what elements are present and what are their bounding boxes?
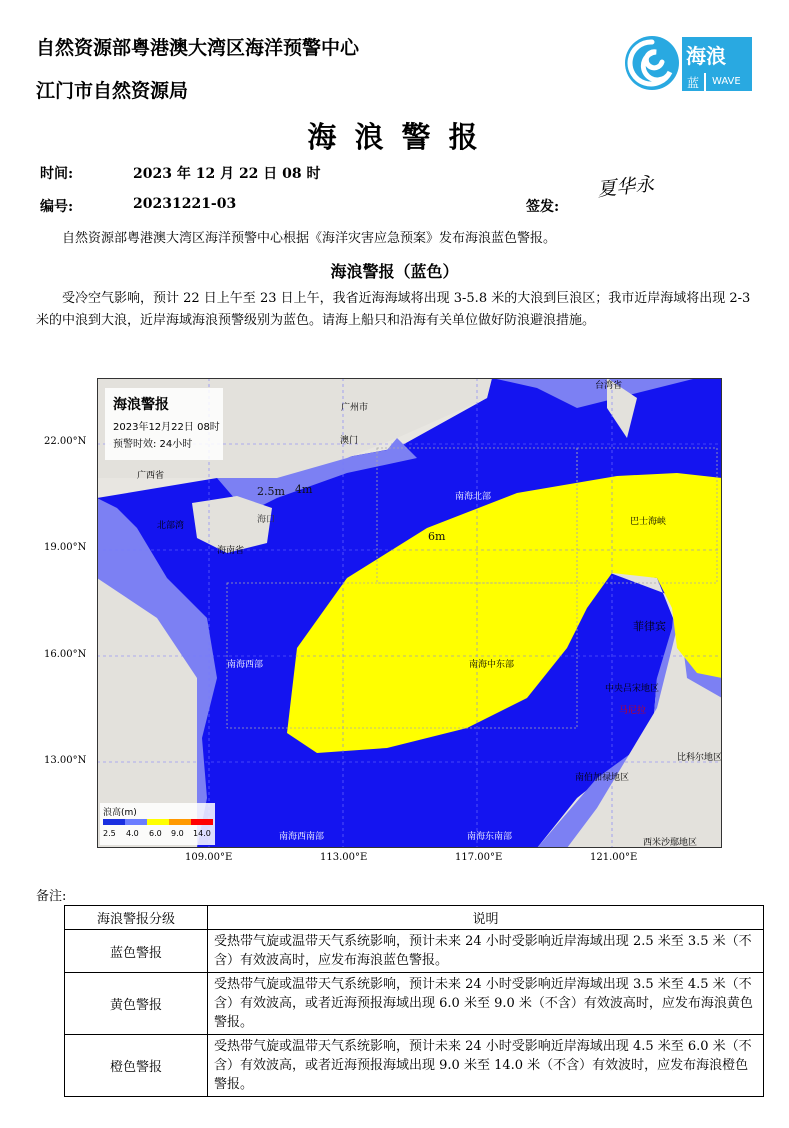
intro-paragraph: 自然资源部粤港澳大湾区海洋预警中心根据《海洋灾害应急预案》发布海浪蓝色警报。	[62, 231, 557, 246]
notes-label: 备注:	[36, 889, 67, 904]
place-nanhai-north: 南海北部	[455, 492, 492, 502]
body-paragraph: 受冷空气影响，预计 22 日上午至 23 日上午，我省近海海域将出现 3-5.8 米的大浪到巨浪区；我市近岸海域将出现 2-3 米的中浪到大浪，近岸海域海浪预警级别为蓝色。请海上船只和沿海有关单位做好防浪避浪措施。	[36, 291, 751, 328]
table-row	[65, 973, 764, 1035]
subtitle: 海浪警报（蓝色）	[330, 262, 459, 281]
table-row	[65, 930, 764, 973]
contour-label-6: 6m	[428, 530, 446, 543]
place-nanhai-southeast: 南海东南部	[467, 832, 513, 842]
map-info-date: 2023年12月22日 08时	[113, 422, 220, 433]
table-row	[65, 1035, 764, 1097]
place-bicol: 比科尔地区	[677, 753, 723, 763]
table-cell-desc: 受热带气旋或温带天气系统影响，预计未来 24 小时受影响近岸海域出现 3.5 米至 4.5 米（不含）有效波高，或者近海预报海域出现 6.0 米至 9.0 米（不含）有效波高时，应发布海浪黄色警报。	[208, 973, 764, 1035]
legend-value-4: 14.0	[193, 829, 211, 838]
lon-label-113: 113.00°E	[320, 852, 368, 863]
lat-label-22: 22.00°N	[44, 436, 87, 447]
table-header-row	[65, 906, 764, 930]
table-header-desc: 说明	[208, 906, 764, 930]
legend-title: 浪高(m)	[103, 808, 137, 818]
legend-value-1: 4.0	[126, 829, 139, 838]
lon-label-121: 121.00°E	[590, 852, 638, 863]
org-name-2: 江门市自然资源局	[36, 80, 189, 102]
lon-label-117: 117.00°E	[455, 852, 503, 863]
time-label: 时间:	[40, 166, 74, 182]
sign-label: 签发:	[526, 199, 560, 215]
signature: 夏华永	[596, 173, 656, 201]
table-cell-level: 蓝色警报	[65, 930, 208, 973]
table-cell-desc: 受热带气旋或温带天气系统影响，预计未来 24 小时受影响近岸海域出现 2.5 米至 3.5 米（不含）有效波高时，应发布海浪蓝色警报。	[208, 930, 764, 973]
lat-label-13: 13.00°N	[44, 755, 87, 766]
contour-label-4: 4m	[295, 483, 313, 496]
warning-level-table	[64, 905, 764, 1097]
place-philippines: 菲律宾	[633, 620, 666, 633]
place-manila: 马尼拉	[619, 706, 647, 716]
place-western-visayas: 西米沙鄢地区	[643, 838, 698, 848]
table-cell-level: 黄色警报	[65, 973, 208, 1035]
map-frame	[97, 378, 722, 848]
table-header-level: 海浪警报分级	[65, 906, 208, 930]
place-haikou: 海口	[257, 515, 276, 525]
place-macau: 澳门	[340, 436, 359, 446]
number-label: 编号:	[40, 199, 74, 215]
place-guangzhou: 广州市	[341, 403, 369, 413]
lat-label-19: 19.00°N	[44, 542, 87, 553]
lat-label-16: 16.00°N	[44, 649, 87, 660]
legend-value-0: 2.5	[103, 829, 116, 838]
place-guangxi: 广西省	[137, 471, 165, 481]
place-hainan: 海南省	[217, 546, 245, 556]
contour-label-2-5: 2.5m	[257, 485, 285, 498]
table-cell-level: 橙色警报	[65, 1035, 208, 1097]
map-info-title: 海浪警报	[113, 397, 169, 413]
lon-label-109: 109.00°E	[185, 852, 233, 863]
org-name-1: 自然资源部粤港澳大湾区海洋预警中心	[36, 37, 360, 59]
logo-level: 蓝	[687, 76, 700, 90]
warning-map	[97, 378, 722, 848]
legend-value-2: 6.0	[149, 829, 162, 838]
page-title: 海 浪 警 报	[307, 120, 482, 154]
number-value: 20231221-03	[133, 196, 237, 212]
time-value: 2023 年 12 月 22 日 08 时	[133, 166, 321, 182]
place-nanhai-southwest: 南海西南部	[279, 832, 325, 842]
place-beibuwan: 北部湾	[157, 521, 185, 531]
place-nanhai-central-east: 南海中东部	[469, 660, 515, 670]
place-bashi: 巴士海峡	[630, 517, 667, 527]
logo-wave: WAVE	[712, 76, 741, 87]
map-info-valid: 预警时效: 24小时	[113, 439, 193, 450]
wave-logo	[622, 34, 752, 92]
place-southern-tagalog: 南伯加禄地区	[575, 773, 630, 783]
table-cell-desc: 受热带气旋或温带天气系统影响，预计未来 24 小时受影响近岸海域出现 4.5 米至 6.0 米（不含）有效波高，或者近海预报海域出现 9.0 米至 14.0 米（不含）有效波时，应发布海浪橙色警报。	[208, 1035, 764, 1097]
legend-value-3: 9.0	[171, 829, 184, 838]
place-nanhai-west: 南海西部	[227, 660, 264, 670]
place-taiwan: 台湾省	[595, 381, 623, 391]
logo-text: 海浪	[686, 44, 726, 68]
place-central-luzon: 中央吕宋地区	[605, 684, 660, 694]
